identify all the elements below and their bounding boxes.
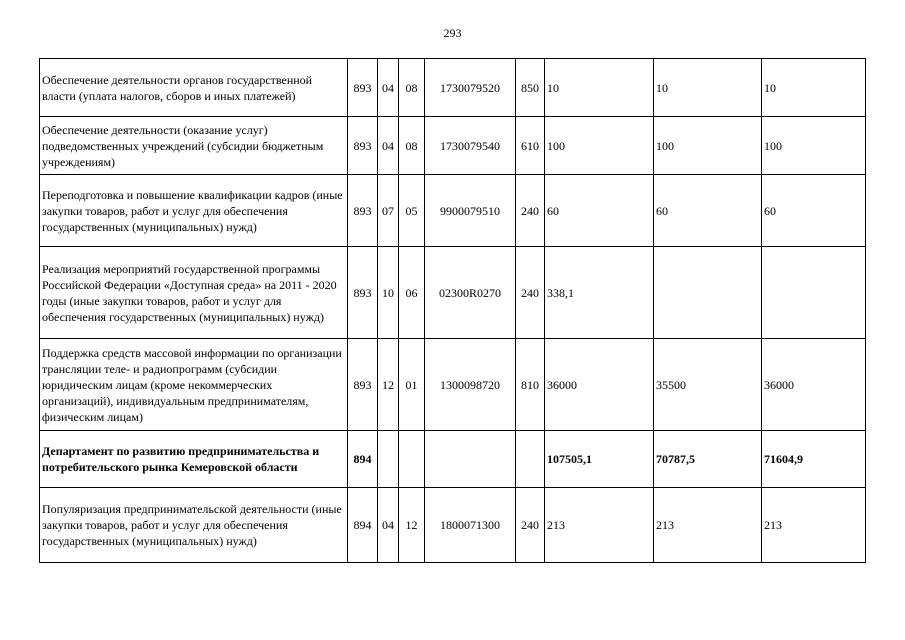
row-ministry-code: 893 <box>348 59 378 117</box>
row-amount-2: 35500 <box>654 339 762 431</box>
row-amount-3 <box>762 247 866 339</box>
table-row <box>40 339 866 431</box>
page-number: 293 <box>443 26 462 40</box>
row-expense-type-code: 810 <box>516 339 545 431</box>
row-subsection-code <box>399 431 425 488</box>
table-row <box>40 431 866 488</box>
budget-table-body <box>40 59 866 563</box>
budget-table <box>39 58 866 563</box>
row-subsection-code: 12 <box>399 488 425 563</box>
row-description: Департамент по развитию предпринимательства и потребительского рынка Кемеровской области <box>40 431 348 488</box>
row-amount-1: 100 <box>545 117 654 175</box>
row-amount-1: 213 <box>545 488 654 563</box>
row-expense-type-code: 240 <box>516 488 545 563</box>
row-target-code: 9900079510 <box>425 175 516 247</box>
row-ministry-code: 894 <box>348 488 378 563</box>
row-expense-type-code: 240 <box>516 247 545 339</box>
row-expense-type-code <box>516 431 545 488</box>
table-row <box>40 117 866 175</box>
row-target-code: 02300R0270 <box>425 247 516 339</box>
table-row <box>40 175 866 247</box>
row-description: Реализация мероприятий государственной программы Российской Федерации «Доступная среда» на 2011 - 2020 годы (иные закупки товаров, работ и услуг для обеспечения государственных (муниципальных) нужд) <box>40 247 348 339</box>
row-description: Обеспечение деятельности (оказание услуг) подведомственных учреждений (субсидии бюджетным учреждениям) <box>40 117 348 175</box>
row-description: Переподготовка и повышение квалификации кадров (иные закупки товаров, работ и услуг для обеспечения государственных (муниципальных) нужд) <box>40 175 348 247</box>
row-amount-3: 71604,9 <box>762 431 866 488</box>
table-row <box>40 59 866 117</box>
row-target-code <box>425 431 516 488</box>
row-ministry-code: 893 <box>348 175 378 247</box>
row-amount-3: 213 <box>762 488 866 563</box>
row-ministry-code: 893 <box>348 117 378 175</box>
row-target-code: 1730079520 <box>425 59 516 117</box>
table-row <box>40 488 866 563</box>
table-row <box>40 247 866 339</box>
row-section-code: 04 <box>378 488 399 563</box>
row-expense-type-code: 850 <box>516 59 545 117</box>
row-subsection-code: 01 <box>399 339 425 431</box>
row-amount-3: 10 <box>762 59 866 117</box>
row-subsection-code: 08 <box>399 117 425 175</box>
row-amount-1: 338,1 <box>545 247 654 339</box>
row-target-code: 1800071300 <box>425 488 516 563</box>
row-ministry-code: 893 <box>348 339 378 431</box>
row-expense-type-code: 610 <box>516 117 545 175</box>
row-amount-3: 100 <box>762 117 866 175</box>
row-amount-3: 36000 <box>762 339 866 431</box>
row-amount-3: 60 <box>762 175 866 247</box>
row-section-code: 12 <box>378 339 399 431</box>
row-expense-type-code: 240 <box>516 175 545 247</box>
row-amount-2: 70787,5 <box>654 431 762 488</box>
row-description: Обеспечение деятельности органов государственной власти (уплата налогов, сборов и иных платежей) <box>40 59 348 117</box>
row-amount-2: 100 <box>654 117 762 175</box>
row-section-code <box>378 431 399 488</box>
row-amount-2 <box>654 247 762 339</box>
row-target-code: 1300098720 <box>425 339 516 431</box>
row-target-code: 1730079540 <box>425 117 516 175</box>
row-section-code: 04 <box>378 117 399 175</box>
row-description: Поддержка средств массовой информации по организации трансляции теле- и радиопрограмм (субсидии юридическим лицам (кроме некоммерческих организаций), индивидуальным предпринимателям, физическим лицам) <box>40 339 348 431</box>
row-amount-1: 107505,1 <box>545 431 654 488</box>
row-amount-1: 36000 <box>545 339 654 431</box>
row-description: Популяризация предпринимательской деятельности (иные закупки товаров, работ и услуг для обеспечения государственных (муниципальных) нужд) <box>40 488 348 563</box>
row-amount-2: 60 <box>654 175 762 247</box>
row-subsection-code: 06 <box>399 247 425 339</box>
row-ministry-code: 894 <box>348 431 378 488</box>
row-amount-1: 10 <box>545 59 654 117</box>
row-subsection-code: 05 <box>399 175 425 247</box>
row-amount-2: 213 <box>654 488 762 563</box>
row-amount-2: 10 <box>654 59 762 117</box>
row-section-code: 10 <box>378 247 399 339</box>
row-section-code: 07 <box>378 175 399 247</box>
row-section-code: 04 <box>378 59 399 117</box>
row-amount-1: 60 <box>545 175 654 247</box>
row-subsection-code: 08 <box>399 59 425 117</box>
row-ministry-code: 893 <box>348 247 378 339</box>
